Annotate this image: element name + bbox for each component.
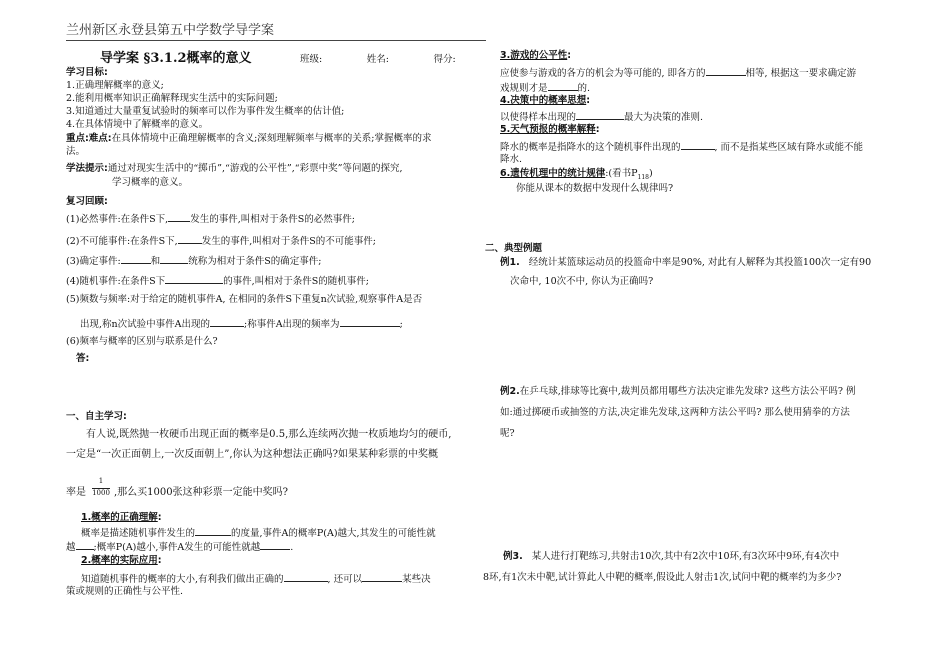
self-study-para3-end: ,那么买1000张这种彩票一定能中奖吗? — [114, 487, 288, 498]
blank-field[interactable] — [706, 65, 746, 76]
key-points-line2: 法。 — [66, 146, 86, 157]
blank-field[interactable] — [210, 316, 244, 327]
blank-field[interactable] — [76, 539, 94, 550]
example-2-label: 例2. — [500, 386, 520, 397]
class-label: 班级: — [300, 54, 323, 65]
review-heading: 复习回顾: — [66, 196, 108, 207]
fraction-denominator: 1000 — [92, 489, 110, 497]
example-2-line1: 例2.在乒乓球,排球等比赛中,裁判员都用哪些方法决定谁先发球? 这些方法公平吗? 例 — [500, 386, 856, 397]
blank-field[interactable] — [168, 211, 190, 222]
blank-field[interactable] — [576, 109, 624, 120]
review-q3: (3)确定事件: 和 统称为相对于条件S的确定事件; — [66, 253, 321, 269]
section-1-line2: 越 ;概率P(A)越小,事件A发生的可能性就越 . — [66, 539, 293, 555]
key-points-line1: 重点:难点:在具体情境中正确理解概率的含义;深刻理解频率与概率的关系;掌握概率的求 — [66, 133, 432, 144]
tips-line2: 学习概率的意义。 — [112, 177, 189, 188]
blank-field[interactable] — [340, 316, 400, 327]
section-3-title: 3.游戏的公平性: — [500, 50, 572, 61]
section-3-line2: 戏规则才是 的. — [500, 80, 590, 96]
self-study-para1: 有人说,既然抛一枚硬币出现正面的概率是0.5,那么连续两次抛一枚质地均匀的硬币, — [86, 429, 452, 440]
section-3-line1: 应使参与游戏的各方的机会为等可能的, 即各方的 相等, 根据这一要求确定游 — [500, 65, 856, 81]
blank-field[interactable] — [121, 253, 151, 264]
self-study-para2: 一定是“一次正面朝上,一次反面朝上”,你认为这种想法正确吗?如果某种彩票的中奖概 — [66, 449, 438, 460]
review-q2: (2)不可能事件:在条件S下, 发生的事件,叫相对于条件S的不可能事件; — [66, 233, 376, 249]
self-study-heading: 一、自主学习: — [66, 411, 127, 422]
example-3-label: 例3. — [503, 551, 523, 562]
review-q5-line1: (5)频数与频率:对于给定的随机事件A, 在相同的条件S下重复n次试验,观察事件A是否 — [66, 294, 423, 305]
blank-field[interactable] — [195, 525, 231, 536]
school-header: 兰州新区永登县第五中学数学导学案 — [66, 23, 275, 38]
example-3-line2: 8环,有1次未中靶,试计算此人中靶的概率,假设此人射击1次,试问中靶的概率约为多少? — [483, 572, 842, 583]
answer-label: 答: — [76, 353, 90, 364]
section-4-title: 4.决策中的概率思想: — [500, 95, 591, 106]
tips-line1: 学法提示:通过对现实生活中的“掷币”,“游戏的公平性”,“彩票中奖”等问题的探究, — [66, 163, 403, 174]
review-q6: (6)频率与概率的区别与联系是什么? — [66, 336, 218, 347]
objective-4: 4.在具体情境中了解概率的意义。 — [66, 119, 209, 130]
fraction-numerator: 1 — [98, 477, 104, 485]
title-row — [100, 50, 456, 67]
section-2-line1: 知道随机事件的概率的大小,有利我们做出正确的 , 还可以 某些决 — [81, 571, 431, 587]
section-2-title: 2.概率的实际应用: — [81, 555, 162, 566]
objective-1: 1.正确理解概率的意义; — [66, 80, 164, 91]
tips-label: 学法提示: — [66, 163, 108, 174]
section-1-title: 1.概率的正确理解: — [81, 512, 162, 523]
page-title: 导学案 §3.1.2概率的意义 — [100, 51, 252, 66]
objective-2: 2.能利用概率知识正确解释现实生活中的实际问题; — [66, 93, 278, 104]
blank-field[interactable] — [284, 571, 328, 582]
blank-field[interactable] — [362, 571, 402, 582]
section-6-title: 6.遗传机理中的统计规律:(看书$P_{118}$) — [500, 168, 653, 181]
section-6-line2: 你能从课本的数据中发现什么规律吗? — [516, 183, 674, 194]
blank-field[interactable] — [165, 273, 223, 284]
example-3-line1: 例3. 某人进行打靶练习,共射击10次,其中有2次中10环,有3次环中9环,有4次中 — [503, 551, 840, 562]
example-1-label: 例1. — [500, 257, 520, 268]
example-2-line2: 如:通过掷硬币或抽签的方法,决定谁先发球,这两种方法公平吗? 那么使用猜拳的方法 — [500, 407, 850, 418]
objective-3: 3.知道通过大量重复试验时的频率可以作为事件发生概率的估计值; — [66, 106, 345, 117]
example-1-line1: 例1. 经统计某篮球运动员的投篮命中率是90%, 对此有人解释为其投篮100次一定有90 — [500, 257, 872, 268]
name-label: 姓名: — [366, 54, 389, 65]
example-2-line3: 呢? — [500, 428, 515, 439]
section-5-line2: 降水. — [500, 154, 523, 165]
blank-field[interactable] — [260, 539, 290, 550]
score-label: 得分: — [433, 54, 456, 65]
section-5-title: 5.天气预报的概率解释: — [500, 124, 600, 135]
header-divider — [66, 40, 486, 41]
review-q1: (1)必然事件:在条件S下, 发生的事件,叫相对于条件S的必然事件; — [66, 211, 355, 227]
blank-field[interactable] — [178, 233, 202, 244]
examples-heading: 二、典型例题 — [485, 243, 543, 254]
blank-field[interactable] — [548, 80, 578, 91]
blank-field[interactable] — [160, 253, 188, 264]
section-2-line2: 策或规则的正确性与公平性. — [66, 586, 184, 597]
review-q5-line2: 出现,称n次试验中事件A出现的 ;称事件A出现的频率为 ; — [80, 316, 403, 332]
review-q4: (4)随机事件:在条件S下 的事件,叫相对于条件S的随机事件; — [66, 273, 369, 289]
section-5-line1: 降水的概率是指降水的这个随机事件出现的 , 而不是指某些区域有降水或能不能 — [500, 139, 863, 155]
key-points-label: 重点:难点: — [66, 133, 112, 144]
section-1-line1: 概率是描述随机事件发生的 的度量,事件A的概率P(A)越大,其发生的可能性就 — [81, 525, 436, 541]
blank-field[interactable] — [681, 139, 715, 150]
self-study-para3-start: 率是 — [66, 487, 86, 498]
section-4-line1: 以使得样本出现的 最大为决策的准则. — [500, 109, 703, 125]
example-1-line2: 次命中, 10次不中, 你认为正确吗? — [510, 276, 654, 287]
objectives-heading: 学习目标: — [66, 67, 108, 78]
